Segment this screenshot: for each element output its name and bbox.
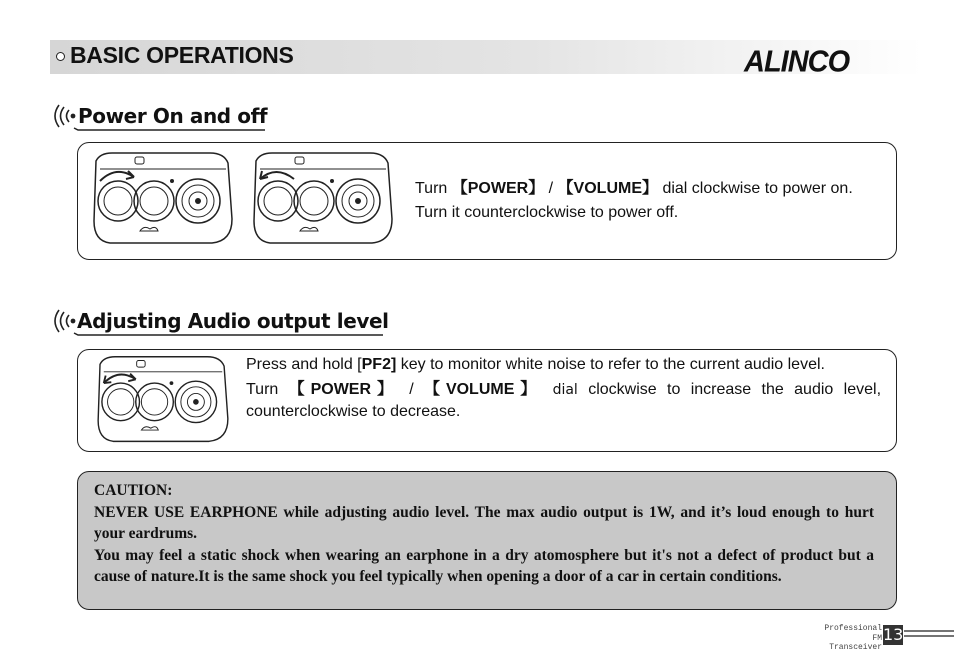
power-instruction-text xyxy=(415,177,895,225)
text-monitor-noise: key to monitor white noise to refer to the current audio level. xyxy=(396,356,825,373)
power-key-label: 【POWER】 xyxy=(288,381,399,398)
separator: / xyxy=(398,381,425,398)
brand-logo: ALINCO xyxy=(744,45,850,79)
pf2-key-label: PF2] xyxy=(361,356,397,373)
volume-paragraph xyxy=(246,379,881,423)
radio-top-illustration-cw xyxy=(90,149,236,249)
section-power-heading xyxy=(50,102,280,134)
section-audio-heading xyxy=(50,307,390,339)
audio-instructions-box xyxy=(77,349,897,452)
pf2-paragraph xyxy=(246,354,881,376)
title-underline xyxy=(50,307,390,339)
volume-key-label: 【VOLUME】 xyxy=(424,381,543,398)
caution-paragraph-earphone: NEVER USE EARPHONE while adjusting audio level. The max audio output is 1W, and it’s loud enough to hurt your eardrums. xyxy=(94,503,874,542)
power-key-label: 【POWER】 xyxy=(451,180,545,197)
radio-top-illustration-volume xyxy=(90,353,236,447)
caution-heading: CAUTION: xyxy=(94,482,173,499)
section-title: Power On and off xyxy=(78,104,268,128)
text-dial: dial xyxy=(542,382,589,398)
separator: / xyxy=(544,180,558,197)
text-turn: Turn xyxy=(415,180,452,197)
audio-instruction-text xyxy=(246,354,881,423)
volume-key-label: 【VOLUME】 xyxy=(557,180,658,197)
power-off-line: Turn it counterclockwise to power off. xyxy=(415,204,679,221)
caution-text xyxy=(94,480,874,588)
page-title: BASIC OPERATIONS xyxy=(70,42,294,68)
footer-professional: Professional xyxy=(824,624,882,633)
header-bullet-icon xyxy=(56,52,65,61)
footer-rule-lines xyxy=(904,629,954,641)
power-instructions-box xyxy=(77,142,897,260)
power-on-line xyxy=(415,177,895,201)
title-underline xyxy=(50,102,280,134)
caution-paragraph-static: You may feel a static shock when wearing an earphone in a dry atomosphere but it's not a defect of product but a cause of nature.It is the same shock you feel typically when opening a door of a car in certain conditions. xyxy=(94,546,874,585)
radio-top-illustration-ccw xyxy=(250,149,396,249)
text-power-on: dial clockwise to power on. xyxy=(658,180,853,197)
text-press-hold: Press and hold [ xyxy=(246,356,362,373)
section-title: Adjusting Audio output level xyxy=(77,309,389,333)
caution-box xyxy=(77,471,897,610)
text-increase-decrease: clockwise to increase the audio level, counterclockwise to decrease. xyxy=(246,381,882,420)
page-number: 13 xyxy=(883,625,904,644)
footer-fm-transceiver: FM Transceiver xyxy=(829,634,882,652)
text-turn: Turn xyxy=(246,381,289,398)
